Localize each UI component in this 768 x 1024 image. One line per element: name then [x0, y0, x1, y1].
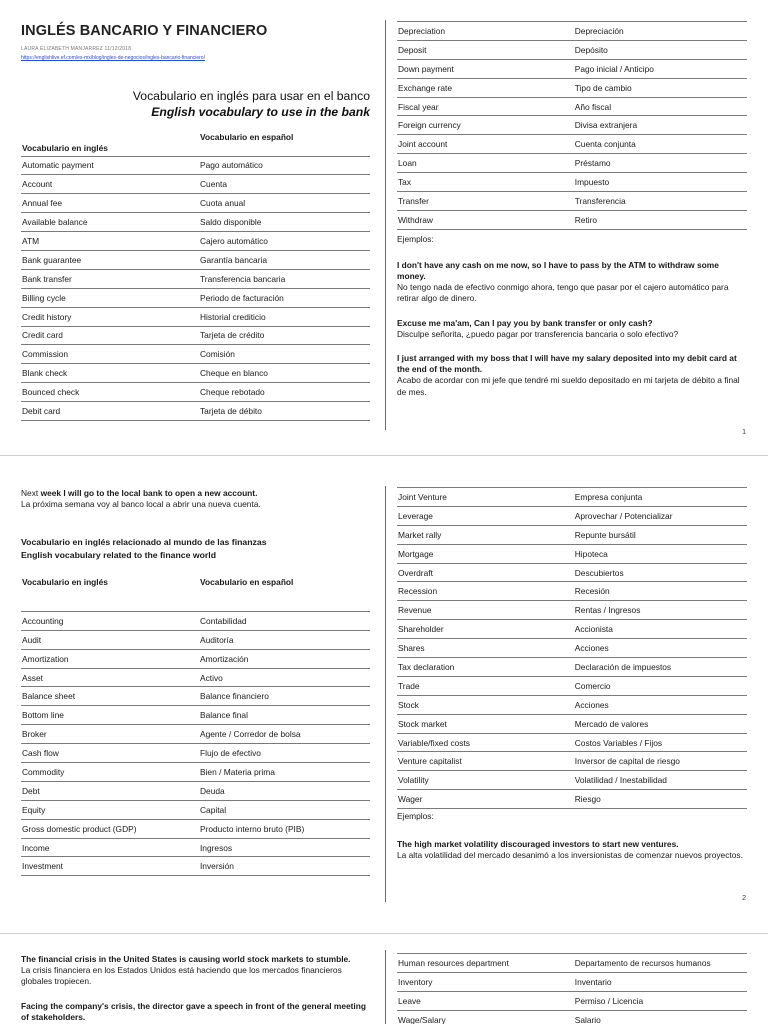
- table-row: [397, 22, 747, 41]
- table-row: [21, 307, 370, 326]
- heading-english: English vocabulary to use in the bank: [151, 105, 370, 119]
- table-row: [21, 156, 370, 175]
- term-english: Foreign currency: [397, 116, 574, 135]
- term-english: Market rally: [397, 525, 574, 544]
- term-spanish: Garantía bancaria: [199, 250, 370, 269]
- term-english: Recession: [397, 582, 574, 601]
- term-spanish: Ingresos: [199, 838, 370, 857]
- table-row: [397, 752, 747, 771]
- term-spanish: Salario: [574, 1010, 747, 1024]
- examples-list: [21, 954, 370, 1023]
- examples-list: [397, 839, 747, 861]
- term-english: Asset: [21, 668, 199, 687]
- term-english: Leverage: [397, 506, 574, 525]
- term-english: Bounced check: [21, 383, 199, 402]
- term-english: Investment: [21, 857, 199, 876]
- examples-label: Ejemplos:: [397, 233, 434, 244]
- term-english: Human resources department: [397, 954, 574, 973]
- example-item: [21, 954, 370, 988]
- term-spanish: Amortización: [199, 649, 370, 668]
- example-english: The financial crisis in the United States is causing world stock markets to stumble.: [21, 954, 351, 964]
- term-spanish: Mercado de valores: [574, 714, 747, 733]
- intro-spanish: La próxima semana voy al banco local a abrir una nueva cuenta.: [21, 499, 261, 510]
- table-row: [21, 725, 370, 744]
- table-row: [397, 135, 747, 154]
- table-row: [397, 210, 747, 229]
- term-english: Variable/fixed costs: [397, 733, 574, 752]
- column-header-english: Vocabulario en inglés: [21, 126, 199, 156]
- term-english: Gross domestic product (GDP): [21, 819, 199, 838]
- term-spanish: Impuesto: [574, 173, 747, 192]
- term-spanish: Comercio: [574, 676, 747, 695]
- term-spanish: Balance financiero: [199, 687, 370, 706]
- page-2-right-column: [397, 487, 747, 862]
- table-row: [397, 733, 747, 752]
- term-spanish: Pago automático: [199, 156, 370, 175]
- table-row: [397, 695, 747, 714]
- column-header-spanish: Vocabulario en español: [199, 575, 370, 611]
- table-row: [21, 364, 370, 383]
- term-spanish: Cheque rebotado: [199, 383, 370, 402]
- term-english: Equity: [21, 800, 199, 819]
- term-english: Balance sheet: [21, 687, 199, 706]
- examples-list: [397, 260, 747, 398]
- table-row: [397, 790, 747, 809]
- term-english: Exchange rate: [397, 78, 574, 97]
- example-item: [397, 839, 747, 861]
- term-english: Withdraw: [397, 210, 574, 229]
- table-row: [21, 838, 370, 857]
- term-english: Deposit: [397, 40, 574, 59]
- page-number: 1: [742, 429, 746, 436]
- term-spanish: Acciones: [574, 695, 747, 714]
- term-spanish: Cheque en blanco: [199, 364, 370, 383]
- table-row: [397, 154, 747, 173]
- term-english: Cash flow: [21, 744, 199, 763]
- intro-bold: week I will go to the local bank to open a new account.: [40, 488, 258, 498]
- table-row: [397, 714, 747, 733]
- document-title: INGLÉS BANCARIO Y FINANCIERO: [21, 23, 268, 39]
- example-item: [397, 318, 747, 340]
- term-spanish: Retiro: [574, 210, 747, 229]
- term-english: Credit card: [21, 326, 199, 345]
- term-english: Shareholder: [397, 620, 574, 639]
- example-english: Facing the company's crisis, the director gave a speech in front of the general meeting of stakeholders.: [21, 1000, 366, 1022]
- term-english: Fiscal year: [397, 97, 574, 116]
- term-english: Venture capitalist: [397, 752, 574, 771]
- term-english: Mortgage: [397, 544, 574, 563]
- table-row: [21, 383, 370, 402]
- term-spanish: Accionista: [574, 620, 747, 639]
- term-spanish: Empresa conjunta: [574, 488, 747, 507]
- table-row: [397, 601, 747, 620]
- example-spanish: No tengo nada de efectivo conmigo ahora, tengo que pasar por el cajero automático para retirar algo de dinero.: [397, 282, 729, 304]
- term-spanish: Acciones: [574, 639, 747, 658]
- vocab-table-bank-right: [397, 21, 747, 230]
- term-english: Available balance: [21, 213, 199, 232]
- term-spanish: Inversor de capital de riesgo: [574, 752, 747, 771]
- table-row: [397, 116, 747, 135]
- column-divider: [385, 486, 386, 902]
- page-separator: [0, 455, 768, 456]
- term-spanish: Balance final: [199, 706, 370, 725]
- term-spanish: Capital: [199, 800, 370, 819]
- page-1-right-column: [397, 21, 747, 398]
- example-spanish: Acabo de acordar con mi jefe que tendré mi sueldo depositado en mi tarjeta de débito a final de mes.: [397, 375, 740, 397]
- term-english: Amortization: [21, 649, 199, 668]
- example-item: [397, 353, 747, 398]
- term-spanish: Repunte bursátil: [574, 525, 747, 544]
- table-row: [21, 288, 370, 307]
- term-english: Volatility: [397, 771, 574, 790]
- term-english: Debt: [21, 781, 199, 800]
- column-header-english: Vocabulario en inglés: [21, 575, 199, 611]
- term-english: Trade: [397, 676, 574, 695]
- table-row: [21, 232, 370, 251]
- term-english: Blank check: [21, 364, 199, 383]
- term-english: Bank guarantee: [21, 250, 199, 269]
- term-english: Joint account: [397, 135, 574, 154]
- table-row: [21, 800, 370, 819]
- term-spanish: Cuenta: [199, 175, 370, 194]
- term-spanish: Departamento de recursos humanos: [574, 954, 747, 973]
- finance-vocab-heading: [21, 536, 370, 561]
- term-english: Billing cycle: [21, 288, 199, 307]
- term-spanish: Hipoteca: [574, 544, 747, 563]
- bank-vocab-heading: [21, 88, 370, 120]
- term-english: Commission: [21, 345, 199, 364]
- vocab-table-hr: [397, 953, 747, 1024]
- term-english: Joint Venture: [397, 488, 574, 507]
- term-spanish: Producto interno bruto (PIB): [199, 819, 370, 838]
- term-english: Automatic payment: [21, 156, 199, 175]
- table-row: [397, 525, 747, 544]
- term-spanish: Costos Variables / Fijos: [574, 733, 747, 752]
- term-spanish: Periodo de facturación: [199, 288, 370, 307]
- table-row: [21, 194, 370, 213]
- example-english: I just arranged with my boss that I will have my salary deposited into my debit card at the end of the month.: [397, 353, 737, 375]
- term-spanish: Inversión: [199, 857, 370, 876]
- term-english: Bank transfer: [21, 269, 199, 288]
- term-spanish: Declaración de impuestos: [574, 658, 747, 677]
- term-spanish: Historial crediticio: [199, 307, 370, 326]
- example-spanish: La alta volatilidad del mercado desanimó a los inversionistas de comenzar nuevos proyectos.: [397, 850, 743, 861]
- term-spanish: Flujo de efectivo: [199, 744, 370, 763]
- table-row: [397, 639, 747, 658]
- term-english: Debit card: [21, 402, 199, 421]
- term-spanish: Cuenta conjunta: [574, 135, 747, 154]
- table-row: [397, 582, 747, 601]
- term-spanish: Inventario: [574, 972, 747, 991]
- table-row: [397, 97, 747, 116]
- table-row: [397, 972, 747, 991]
- section-title-spanish: Vocabulario en inglés relacionado al mundo de las finanzas: [21, 537, 267, 548]
- page-3-left-column: [21, 954, 370, 1023]
- term-spanish: Cuota anual: [199, 194, 370, 213]
- table-row: [397, 192, 747, 211]
- example-english: Excuse me ma'am, Can I pay you by bank transfer or only cash?: [397, 317, 653, 328]
- examples-label: Ejemplos:: [397, 811, 434, 822]
- table-row: [21, 763, 370, 782]
- intro-pre: Next: [21, 488, 41, 498]
- table-row: [397, 658, 747, 677]
- term-spanish: Transferencia bancaria: [199, 269, 370, 288]
- term-spanish: Cajero automático: [199, 232, 370, 251]
- term-spanish: Tarjeta de débito: [199, 402, 370, 421]
- column-divider: [385, 20, 386, 430]
- vocab-table-finance-right: [397, 487, 747, 809]
- page-1-left-column: [21, 0, 370, 421]
- source-link[interactable]: https://englishlive.ef.com/es-mx/blog/ingles-de-negocios/ingles-bancario-financiero/: [21, 55, 205, 61]
- term-spanish: Recesión: [574, 582, 747, 601]
- table-row: [21, 213, 370, 232]
- term-english: Credit history: [21, 307, 199, 326]
- example-item: [397, 260, 747, 305]
- table-row: [397, 620, 747, 639]
- table-row: [397, 676, 747, 695]
- term-spanish: Año fiscal: [574, 97, 747, 116]
- term-english: Broker: [21, 725, 199, 744]
- term-english: Accounting: [21, 611, 199, 630]
- table-row: [397, 78, 747, 97]
- term-spanish: Tarjeta de crédito: [199, 326, 370, 345]
- page-separator: [0, 933, 768, 934]
- term-english: Inventory: [397, 972, 574, 991]
- term-spanish: Tipo de cambio: [574, 78, 747, 97]
- table-row: [21, 649, 370, 668]
- term-english: Overdraft: [397, 563, 574, 582]
- example-english: The high market volatility discouraged investors to start new ventures.: [397, 839, 679, 850]
- table-row: [21, 250, 370, 269]
- table-row: [21, 781, 370, 800]
- term-english: Income: [21, 838, 199, 857]
- term-english: Tax declaration: [397, 658, 574, 677]
- page-1: [0, 0, 768, 452]
- term-spanish: Comisión: [199, 345, 370, 364]
- table-row: [397, 544, 747, 563]
- term-english: Tax: [397, 173, 574, 192]
- term-spanish: Transferencia: [574, 192, 747, 211]
- term-spanish: Préstamo: [574, 154, 747, 173]
- table-row: [21, 345, 370, 364]
- example-item: [21, 1001, 370, 1023]
- table-row: [21, 175, 370, 194]
- term-english: Commodity: [21, 763, 199, 782]
- term-english: ATM: [21, 232, 199, 251]
- intro-example: [21, 488, 370, 510]
- table-row: [21, 819, 370, 838]
- vocab-table-finance-left: [21, 575, 370, 876]
- page-2: [0, 460, 768, 930]
- page-3-right-column: [397, 953, 747, 1024]
- term-spanish: Permiso / Licencia: [574, 991, 747, 1010]
- table-row: [397, 991, 747, 1010]
- term-spanish: Saldo disponible: [199, 213, 370, 232]
- term-english: Account: [21, 175, 199, 194]
- term-english: Stock market: [397, 714, 574, 733]
- term-spanish: Bien / Materia prima: [199, 763, 370, 782]
- table-row: [397, 59, 747, 78]
- table-row: [397, 40, 747, 59]
- column-header-spanish: Vocabulario en español: [199, 126, 370, 156]
- page-number: 2: [742, 895, 746, 902]
- example-spanish: La crisis financiera en los Estados Unidos está haciendo que los mercados financieros globales tropiecen.: [21, 965, 342, 987]
- term-english: Shares: [397, 639, 574, 658]
- table-row: [21, 687, 370, 706]
- page-3: [0, 938, 768, 1024]
- table-row: [397, 173, 747, 192]
- term-spanish: Agente / Corredor de bolsa: [199, 725, 370, 744]
- term-english: Down payment: [397, 59, 574, 78]
- table-row: [21, 269, 370, 288]
- example-spanish: Disculpe señorita, ¿puedo pagar por transferencia bancaria o solo efectivo?: [397, 328, 679, 339]
- term-spanish: Descubiertos: [574, 563, 747, 582]
- term-spanish: Deuda: [199, 781, 370, 800]
- table-row: [21, 402, 370, 421]
- vocab-table-bank-left: [21, 126, 370, 421]
- term-english: Annual fee: [21, 194, 199, 213]
- term-spanish: Auditoría: [199, 630, 370, 649]
- term-spanish: Riesgo: [574, 790, 747, 809]
- table-row: [397, 506, 747, 525]
- example-english: I don't have any cash on me now, so I have to pass by the ATM to withdraw some money.: [397, 259, 719, 281]
- table-row: [397, 771, 747, 790]
- column-divider: [385, 950, 386, 1024]
- term-english: Transfer: [397, 192, 574, 211]
- heading-spanish: Vocabulario en inglés para usar en el banco: [132, 89, 370, 103]
- term-spanish: Rentas / Ingresos: [574, 601, 747, 620]
- table-row: [21, 744, 370, 763]
- term-english: Audit: [21, 630, 199, 649]
- term-spanish: Contabilidad: [199, 611, 370, 630]
- table-row: [397, 954, 747, 973]
- term-english: Wager: [397, 790, 574, 809]
- page-2-left-column: [21, 488, 370, 876]
- term-english: Depreciation: [397, 22, 574, 41]
- term-spanish: Activo: [199, 668, 370, 687]
- table-row: [21, 611, 370, 630]
- term-english: Bottom line: [21, 706, 199, 725]
- section-title-english: English vocabulary related to the finance world: [21, 549, 217, 560]
- term-english: Loan: [397, 154, 574, 173]
- table-row: [21, 630, 370, 649]
- author-date: LAURA ELIZABETH MANJARREZ 11/12/2018: [21, 46, 132, 52]
- term-spanish: Pago inicial / Anticipo: [574, 59, 747, 78]
- term-spanish: Volatilidad / Inestabilidad: [574, 771, 747, 790]
- table-row: [21, 706, 370, 725]
- table-row: [21, 857, 370, 876]
- term-english: Wage/Salary: [397, 1010, 574, 1024]
- term-spanish: Depósito: [574, 40, 747, 59]
- term-spanish: Depreciación: [574, 22, 747, 41]
- term-spanish: Aprovechar / Potencializar: [574, 506, 747, 525]
- table-row: [21, 668, 370, 687]
- term-english: Stock: [397, 695, 574, 714]
- table-row: [397, 563, 747, 582]
- table-row: [397, 1010, 747, 1024]
- table-row: [21, 326, 370, 345]
- term-english: Leave: [397, 991, 574, 1010]
- term-spanish: Divisa extranjera: [574, 116, 747, 135]
- table-row: [397, 488, 747, 507]
- term-english: Revenue: [397, 601, 574, 620]
